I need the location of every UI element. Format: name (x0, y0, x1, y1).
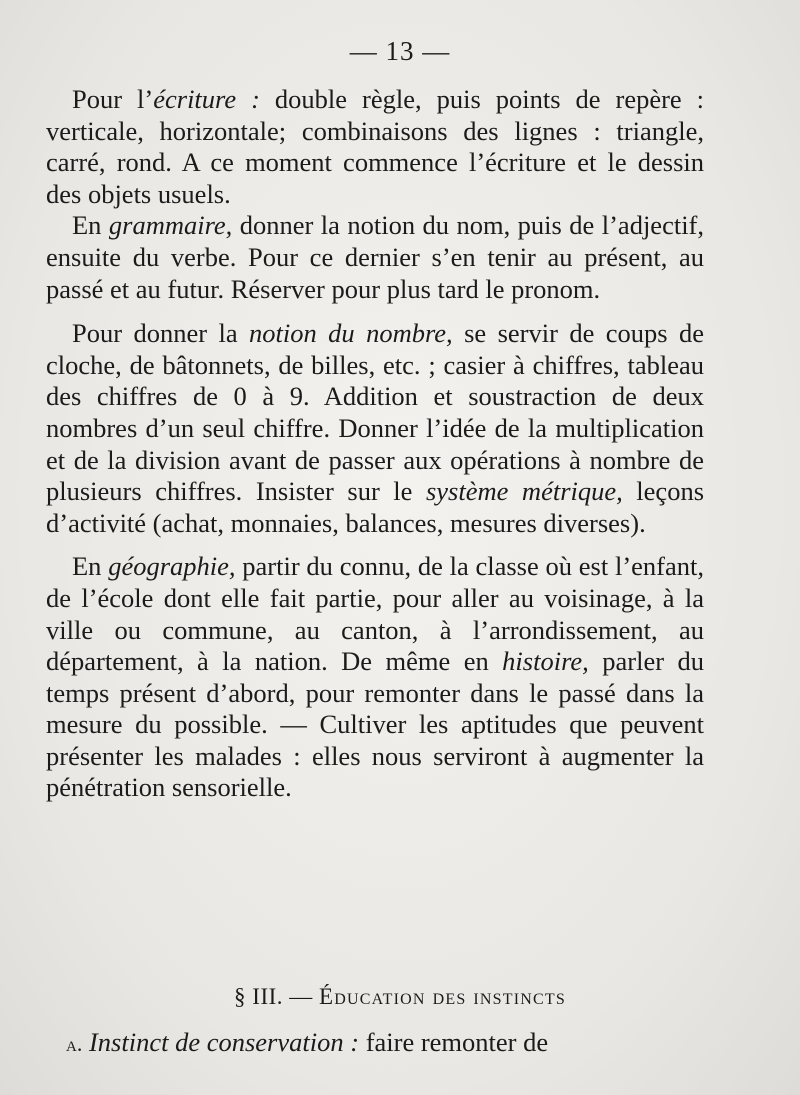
text-run: En (72, 551, 109, 582)
item-title: Instinct de conservation : (88, 1027, 360, 1057)
section-first-line (66, 1027, 698, 1058)
text-run: donner la notion du nom, puis de l’adjectif, ensuite du verbe. Pour ce dernier s’en tenir au présent, au passé et au futur. Réserver pour plus tard le pronom. (46, 210, 705, 304)
section-title: Éducation des instincts (319, 984, 566, 1009)
text-run: partir du connu, de la classe où est l’enfant, de l’école dont elle fait partie, pour aller au voisinage, à la ville ou commune, au canton, à l’arrondissement, au département, à la nation. De même en (46, 551, 704, 677)
text-run: se servir de coups de cloche, de bâtonnets, de billes, etc. ; casier à chiffres, tableau des chiffres de 0 à 9. Addition et soustraction de deux nombres d’un seul chiffre. Donner l’idée de la multiplication et de la division avant de passer aux opérations à nombre de plusieurs chiffres. Insister sur le (46, 318, 704, 507)
section-number: § III. — (234, 984, 313, 1009)
item-letter: a. (66, 1031, 83, 1056)
italic-run: système métrique, (425, 476, 623, 507)
text-run: leçons d’activité (achat, monnaies, balances, mesures diverses). (46, 476, 705, 538)
text-run: parler du temps présent d’abord, pour remonter dans le passé dans la mesure du possible. — Cultiver les aptitudes que peuvent présenter les malades : elles nous serviront à augmenter la pénétration sensorielle. (46, 646, 704, 803)
italic-run: écriture : (153, 84, 260, 114)
text-run: double règle, puis points de repère : verticale, horizontale; combinaisons des lignes : triangle, carré, rond. A ce moment commence l’écriture et le dessin des objets usuels. (46, 84, 705, 209)
text-run: En (72, 210, 109, 241)
text-run: Pour donner la (72, 318, 250, 349)
page-number: — 13 — (349, 36, 451, 66)
text-run: Pour l’ (72, 84, 154, 114)
section-heading (0, 984, 800, 1010)
italic-run: notion du nombre, (249, 318, 453, 349)
paragraph-grammaire (46, 210, 704, 305)
paragraph-geographie (46, 551, 704, 804)
italic-run: grammaire, (108, 210, 233, 241)
paragraph-ecriture (46, 84, 704, 210)
paragraph-nombre (46, 318, 704, 539)
italic-run: histoire, (502, 646, 589, 677)
body-text (46, 84, 704, 804)
item-text: faire remonter de (359, 1027, 549, 1057)
italic-run: géographie, (108, 551, 236, 582)
